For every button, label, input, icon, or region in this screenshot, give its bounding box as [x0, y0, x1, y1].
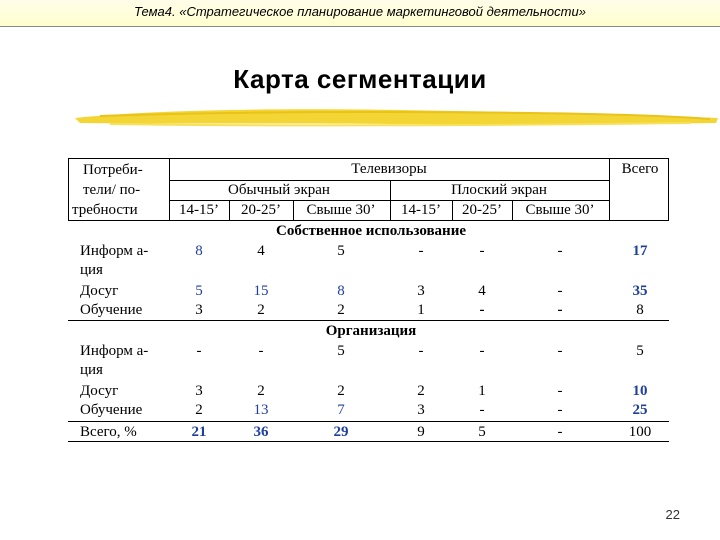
size-divider-5 [512, 200, 513, 220]
group-header-tv: Телевизоры [351, 161, 427, 177]
section-header-personal: Собственное использование [275, 223, 467, 239]
row-label: Досуг [80, 283, 119, 299]
topic-title: Тема4. «Стратегическое планирование маркетинговой деятельности» [134, 4, 586, 19]
table-right-border [668, 158, 669, 220]
table-cell: 36 [253, 424, 269, 440]
corner-label-line3: требности [72, 202, 138, 218]
table-cell: 3 [417, 283, 425, 299]
table-cell: - [479, 343, 485, 359]
row-total: 17 [632, 243, 648, 259]
row-total: 100 [628, 424, 652, 440]
screen-flat-header: Плоский экран [451, 182, 547, 198]
row-label: ция [80, 262, 103, 278]
size-header: 20-25’ [241, 202, 281, 218]
table-cell: 5 [337, 343, 345, 359]
table-cell: - [418, 343, 424, 359]
table-left-border [68, 158, 69, 220]
total-row-divider [68, 421, 669, 422]
table-cell: - [557, 402, 563, 418]
table-cell: - [258, 343, 264, 359]
size-header: Свыше 30’ [306, 202, 376, 218]
table-cell: 5 [195, 283, 203, 299]
table-cell: - [557, 283, 563, 299]
page-number: 22 [665, 507, 680, 522]
table-bottom-border [68, 441, 669, 442]
table-cell: - [479, 402, 485, 418]
table-cell: - [196, 343, 202, 359]
table-cell: 15 [253, 283, 269, 299]
table-cell: 5 [337, 243, 345, 259]
table-cell: 1 [417, 302, 425, 318]
section-org-divider [68, 320, 669, 321]
table-cell: 3 [195, 383, 203, 399]
row-label: Обучение [80, 402, 143, 418]
table-cell: - [557, 302, 563, 318]
table-cell: 8 [195, 243, 203, 259]
corner-label-line2: тели/ по- [83, 182, 141, 198]
slide-title: Карта сегментации [233, 64, 487, 94]
table-cell: - [557, 243, 563, 259]
table-cell: 4 [257, 243, 265, 259]
corner-label-line1: Потреби- [83, 162, 143, 178]
table-cell: 2 [257, 302, 265, 318]
table-cell: 2 [337, 302, 345, 318]
table-cell: 2 [337, 383, 345, 399]
table-cell: 5 [478, 424, 486, 440]
size-divider-4 [452, 200, 453, 220]
table-cell: 7 [337, 402, 345, 418]
table-cell: - [557, 383, 563, 399]
table-cell: 21 [191, 424, 207, 440]
table-cell: 9 [417, 424, 425, 440]
size-header: Свыше 30’ [525, 202, 595, 218]
size-header: 20-25’ [462, 202, 502, 218]
table-cell: - [418, 243, 424, 259]
table-cell: 2 [257, 383, 265, 399]
row-label: Досуг [80, 383, 119, 399]
total-column-divider [609, 158, 610, 220]
table-cell: 4 [478, 283, 486, 299]
table-cell: 2 [417, 383, 425, 399]
row-label: Информ а- [80, 343, 149, 359]
row-label: Всего, % [80, 424, 137, 440]
table-cell: - [479, 243, 485, 259]
table-cell: 29 [333, 424, 349, 440]
table-cell: 3 [195, 302, 203, 318]
screen-normal-header: Обычный экран [228, 182, 330, 198]
table-cell: 2 [195, 402, 203, 418]
screen-split-divider [390, 180, 391, 220]
table-cell: - [557, 343, 563, 359]
row-total: 10 [632, 383, 648, 399]
section-header-org: Организация [325, 323, 417, 339]
row-total: 5 [636, 343, 644, 359]
table-header-bottom-border [68, 220, 669, 221]
row-label: Информ а- [80, 243, 149, 259]
size-divider-1 [229, 200, 230, 220]
table-cell: 3 [417, 402, 425, 418]
row-total: 8 [636, 302, 644, 318]
total-column-header: Всего [621, 161, 659, 177]
row-total: 35 [632, 283, 648, 299]
row-total: 25 [632, 402, 648, 418]
size-divider-2 [293, 200, 294, 220]
table-cell: - [557, 424, 563, 440]
row-label: ция [80, 362, 103, 378]
size-header: 14-15’ [401, 202, 441, 218]
table-top-border [68, 158, 669, 159]
table-cell: 1 [478, 383, 486, 399]
size-header: 14-15’ [179, 202, 219, 218]
table-cell: - [479, 302, 485, 318]
table-cell: 8 [337, 283, 345, 299]
table-cell: 13 [253, 402, 269, 418]
row-label: Обучение [80, 302, 143, 318]
corner-divider [169, 158, 170, 220]
